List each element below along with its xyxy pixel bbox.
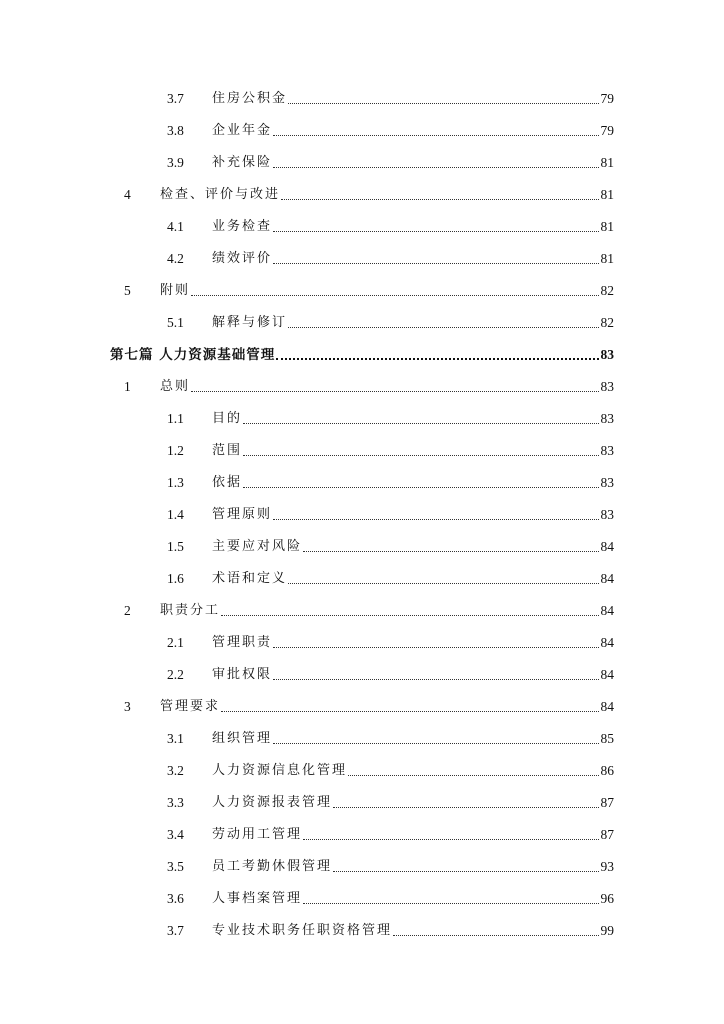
toc-page-number: 83 (600, 347, 614, 362)
toc-row[interactable] (0, 280, 724, 302)
toc-title: 附则 (160, 283, 191, 298)
dot-leader (273, 231, 598, 232)
toc-page-number: 83 (600, 475, 614, 490)
toc-row[interactable] (0, 440, 724, 462)
toc-page-number: 93 (600, 859, 614, 874)
dot-leader (288, 327, 598, 328)
toc-page-number: 96 (600, 891, 614, 906)
toc-row[interactable] (0, 920, 724, 942)
toc-row[interactable] (0, 472, 724, 494)
dot-leader (243, 423, 598, 424)
toc-page-number: 81 (600, 187, 614, 202)
toc-page-number: 81 (600, 219, 614, 234)
toc-title: 补充保险 (212, 155, 273, 170)
toc-page-number: 84 (600, 667, 614, 682)
toc-page-number: 79 (600, 91, 614, 106)
toc-number: 5 (124, 283, 131, 298)
toc-row[interactable] (0, 664, 724, 686)
dot-leader (281, 199, 598, 200)
toc-row[interactable] (0, 888, 724, 910)
toc-number: 1.6 (167, 571, 184, 586)
dot-leader (273, 135, 598, 136)
dot-leader (191, 295, 598, 296)
toc-row[interactable] (0, 376, 724, 398)
toc-row[interactable] (0, 792, 724, 814)
toc-page-number: 87 (600, 827, 614, 842)
toc-number: 4 (124, 187, 131, 202)
toc-number: 3.5 (167, 859, 184, 874)
dot-leader (276, 358, 598, 360)
dot-leader (243, 455, 598, 456)
toc-title: 检查、评价与改进 (160, 187, 281, 202)
toc-number: 3.4 (167, 827, 184, 842)
toc-page-number: 82 (600, 283, 614, 298)
toc-row[interactable] (0, 152, 724, 174)
toc-page-number: 99 (600, 923, 614, 938)
toc-title: 专业技术职务任职资格管理 (212, 923, 393, 938)
dot-leader (348, 775, 598, 776)
toc-number: 3.2 (167, 763, 184, 778)
toc-title: 企业年金 (212, 123, 273, 138)
dot-leader (221, 615, 598, 616)
dot-leader (273, 679, 598, 680)
toc-title: 职责分工 (160, 603, 221, 618)
toc-title: 住房公积金 (212, 91, 288, 106)
dot-leader (288, 583, 598, 584)
toc-title: 绩效评价 (212, 251, 273, 266)
dot-leader (191, 391, 598, 392)
toc-number: 1.1 (167, 411, 184, 426)
toc-row[interactable] (0, 504, 724, 526)
toc-number: 1.5 (167, 539, 184, 554)
toc-row[interactable] (0, 856, 724, 878)
toc-page-number: 82 (600, 315, 614, 330)
toc-row[interactable] (0, 696, 724, 718)
toc-page-number: 84 (600, 571, 614, 586)
toc-page-number: 86 (600, 763, 614, 778)
toc-page-number: 84 (600, 635, 614, 650)
toc-title: 范围 (212, 443, 243, 458)
toc-number: 3.9 (167, 155, 184, 170)
toc-number: 5.1 (167, 315, 184, 330)
toc-row[interactable] (0, 216, 724, 238)
toc-title: 术语和定义 (212, 571, 288, 586)
dot-leader (333, 807, 598, 808)
toc-title: 管理要求 (160, 699, 221, 714)
dot-leader (273, 743, 598, 744)
toc-number: 3.8 (167, 123, 184, 138)
toc-title: 组织管理 (212, 731, 273, 746)
dot-leader (303, 839, 598, 840)
toc-row[interactable] (0, 760, 724, 782)
toc-number: 2.1 (167, 635, 184, 650)
toc-part-title: 第七篇 人力资源基础管理 (110, 347, 276, 363)
toc-number: 3 (124, 699, 131, 714)
toc-title: 人力资源报表管理 (212, 795, 333, 810)
toc-number: 1 (124, 379, 131, 394)
toc-page-number: 81 (600, 155, 614, 170)
toc-title: 人事档案管理 (212, 891, 303, 906)
toc-row[interactable] (0, 536, 724, 558)
toc-title: 依据 (212, 475, 243, 490)
toc-page-number: 87 (600, 795, 614, 810)
toc-row[interactable] (0, 728, 724, 750)
toc-page-number: 81 (600, 251, 614, 266)
toc-number: 3.3 (167, 795, 184, 810)
dot-leader (288, 103, 598, 104)
toc-row[interactable] (0, 184, 724, 206)
toc-page-number: 85 (600, 731, 614, 746)
toc-title: 总则 (160, 379, 191, 394)
toc-row[interactable] (0, 408, 724, 430)
toc-row[interactable] (0, 824, 724, 846)
toc-number: 3.7 (167, 923, 184, 938)
dot-leader (243, 487, 598, 488)
toc-number: 4.2 (167, 251, 184, 266)
toc-row[interactable] (0, 600, 724, 622)
toc-number: 3.1 (167, 731, 184, 746)
toc-title: 主要应对风险 (212, 539, 303, 554)
dot-leader (273, 263, 598, 264)
toc-number: 2 (124, 603, 131, 618)
toc-number: 2.2 (167, 667, 184, 682)
toc-number: 3.6 (167, 891, 184, 906)
toc-row[interactable] (0, 88, 724, 110)
toc-number: 1.3 (167, 475, 184, 490)
toc-row[interactable] (0, 312, 724, 334)
toc-page-number: 83 (600, 379, 614, 394)
toc-row[interactable] (0, 632, 724, 654)
toc-title: 管理原则 (212, 507, 273, 522)
toc-title: 解释与修订 (212, 315, 288, 330)
toc-page-number: 83 (600, 507, 614, 522)
toc-title: 管理职责 (212, 635, 273, 650)
toc-page-number: 84 (600, 699, 614, 714)
toc-row[interactable] (0, 120, 724, 142)
toc-row[interactable] (0, 248, 724, 270)
dot-leader (393, 935, 598, 936)
toc-number: 4.1 (167, 219, 184, 234)
dot-leader (221, 711, 598, 712)
toc-page-number: 83 (600, 443, 614, 458)
toc-title: 目的 (212, 411, 243, 426)
toc-title: 人力资源信息化管理 (212, 763, 348, 778)
toc-title: 员工考勤休假管理 (212, 859, 333, 874)
dot-leader (273, 647, 598, 648)
toc-page-number: 84 (600, 539, 614, 554)
toc-number: 3.7 (167, 91, 184, 106)
dot-leader (303, 551, 598, 552)
toc-number: 1.2 (167, 443, 184, 458)
toc-page-number: 83 (600, 411, 614, 426)
toc-number: 1.4 (167, 507, 184, 522)
toc-title: 审批权限 (212, 667, 273, 682)
toc-part-heading[interactable] (0, 344, 724, 366)
toc-title: 劳动用工管理 (212, 827, 303, 842)
dot-leader (273, 519, 598, 520)
toc-page-number: 79 (600, 123, 614, 138)
dot-leader (273, 167, 598, 168)
dot-leader (303, 903, 598, 904)
toc-page-number: 84 (600, 603, 614, 618)
toc-title: 业务检查 (212, 219, 273, 234)
toc-row[interactable] (0, 568, 724, 590)
dot-leader (333, 871, 598, 872)
